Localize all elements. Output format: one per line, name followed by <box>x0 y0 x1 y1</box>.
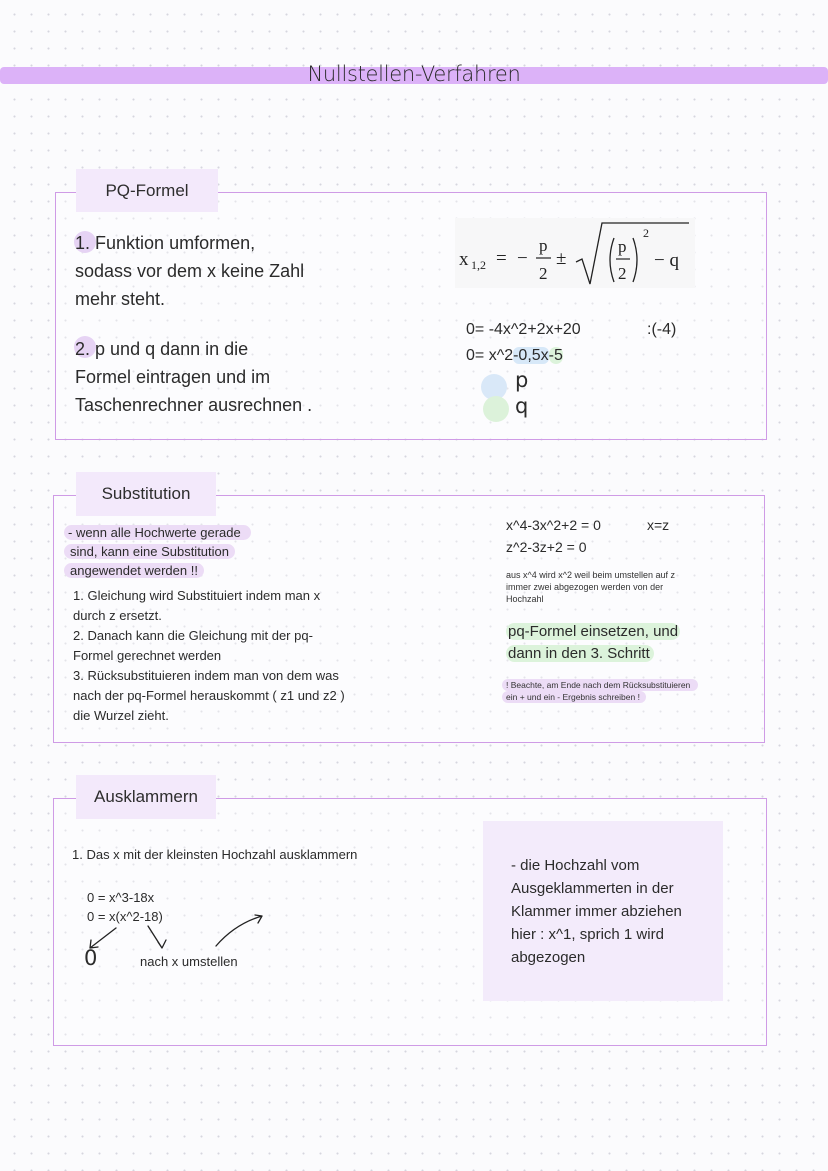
sub-pq-note-line: dann in den 3. Schritt <box>506 645 654 662</box>
sub-hint <box>502 679 698 703</box>
pq-example-line-2-prefix: 0= x^2 <box>466 347 514 364</box>
pq-step-1-line: Funktion umformen, <box>95 233 256 253</box>
pq-section-label: PQ-Formel <box>76 169 218 212</box>
pq-step-1 <box>75 229 405 313</box>
aus-rearrange-label: nach x umstellen <box>140 954 238 969</box>
sub-note-line: sind, kann eine Substitution <box>64 544 235 559</box>
formula-p-num: p <box>539 236 548 255</box>
sub-small-note-line: aus x^4 wird x^2 weil beim umstellen auf z <box>506 570 676 580</box>
sub-pq-note <box>506 621 680 665</box>
sub-pq-note-line: pq-Formel einsetzen, und <box>508 623 679 640</box>
formula-subscript: 1,2 <box>471 258 486 272</box>
sub-small-note <box>506 569 716 605</box>
sub-hint-line: ein + und ein - Ergebnis schreiben ! <box>502 691 646 703</box>
aus-step-1: 1. Das x mit der kleinsten Hochzahl ausklammern <box>72 847 358 862</box>
sub-small-note-line: immer zwei abgezogen werden von der <box>506 582 664 592</box>
sub-note <box>64 523 251 580</box>
formula-two-inner: 2 <box>618 264 627 283</box>
formula-minus: − <box>517 248 528 269</box>
formula-equals: = <box>496 248 507 269</box>
formula-exponent: 2 <box>643 226 649 240</box>
formula-paren-right <box>633 238 637 282</box>
formula-minus-q: − q <box>654 250 679 271</box>
pq-example-p-highlight: -0,5x <box>513 347 549 364</box>
sub-step-line: 1. Gleichung wird Substituiert indem man x <box>73 588 321 603</box>
sub-eq-2: z^2-3z+2 = 0 <box>506 539 587 555</box>
formula-pm: ± <box>556 248 567 269</box>
legend-p-label: p <box>515 368 529 392</box>
aus-note <box>511 854 716 969</box>
sub-eq-1: x^4-3x^2+2 = 0 <box>506 517 601 533</box>
formula-x: x <box>459 249 469 270</box>
sub-note-line: - wenn alle Hochwerte gerade <box>64 525 251 540</box>
formula-two-den: 2 <box>539 264 548 283</box>
legend-q-dot <box>483 396 509 422</box>
aus-note-line: abgezogen <box>511 949 586 966</box>
sub-step-line: die Wurzel zieht. <box>73 708 169 723</box>
pq-step-2-line: Formel eintragen und im <box>75 367 271 387</box>
sub-steps <box>73 586 403 726</box>
pq-example-q-highlight: -5 <box>548 347 563 364</box>
pq-step-1-line: sodass vor dem x keine Zahl <box>75 261 305 281</box>
arrow-up-right <box>216 915 262 946</box>
formula-p-inner: p <box>618 237 627 256</box>
sub-step-line: durch z ersetzt. <box>73 608 162 623</box>
pq-formula <box>455 218 695 290</box>
aus-eq-1: 0 = x^3-18x <box>87 890 155 905</box>
sub-note-line: angewendet werden !! <box>64 563 204 578</box>
aus-eq-2: 0 = x(x^2-18) <box>87 909 163 924</box>
pq-example-line-1: 0= -4x^2+2x+20 <box>466 321 581 338</box>
sub-step-line: nach der pq-Formel herauskommt ( z1 und z2 ) <box>73 688 345 703</box>
pq-example-divisor: :(-4) <box>647 321 677 338</box>
pq-step-2-line: Taschenrechner ausrechnen . <box>75 395 313 415</box>
sub-step-line: Formel gerechnet werden <box>73 648 222 663</box>
aus-note-line: - die Hochzahl vom <box>511 857 640 874</box>
formula-paren-left <box>610 238 614 282</box>
sub-hint-line: ! Beachte, am Ende nach dem Rücksubstituieren <box>502 679 698 691</box>
aus-note-line: hier : x^1, sprich 1 wird <box>511 926 664 943</box>
sub-eq-1-substitution: x=z <box>647 517 670 533</box>
pq-step-1-number: 1. <box>75 233 91 253</box>
arrow-left <box>90 928 116 948</box>
sub-small-note-line: Hochzahl <box>506 594 544 604</box>
pq-step-1-line: mehr steht. <box>75 289 166 309</box>
sub-step-line: 3. Rücksubstituieren indem man von dem was <box>73 668 339 683</box>
sub-section-label: Substitution <box>76 472 216 516</box>
pq-step-2-number: 2. <box>75 339 91 359</box>
arrow-down <box>148 926 166 948</box>
aus-note-line: Klammer immer abziehen <box>511 903 682 920</box>
aus-note-line: Ausgeklammerten in der <box>511 880 674 897</box>
sub-step-line: 2. Danach kann die Gleichung mit der pq- <box>73 628 313 643</box>
pq-step-2 <box>75 335 405 419</box>
pq-step-2-line: p und q dann in die <box>95 339 249 359</box>
page-title: Nullstellen-Verfahren <box>307 62 521 86</box>
legend-q-label: q <box>515 394 529 418</box>
aus-section-label: Ausklammern <box>76 775 216 819</box>
aus-zero-result: 0 <box>84 946 98 970</box>
